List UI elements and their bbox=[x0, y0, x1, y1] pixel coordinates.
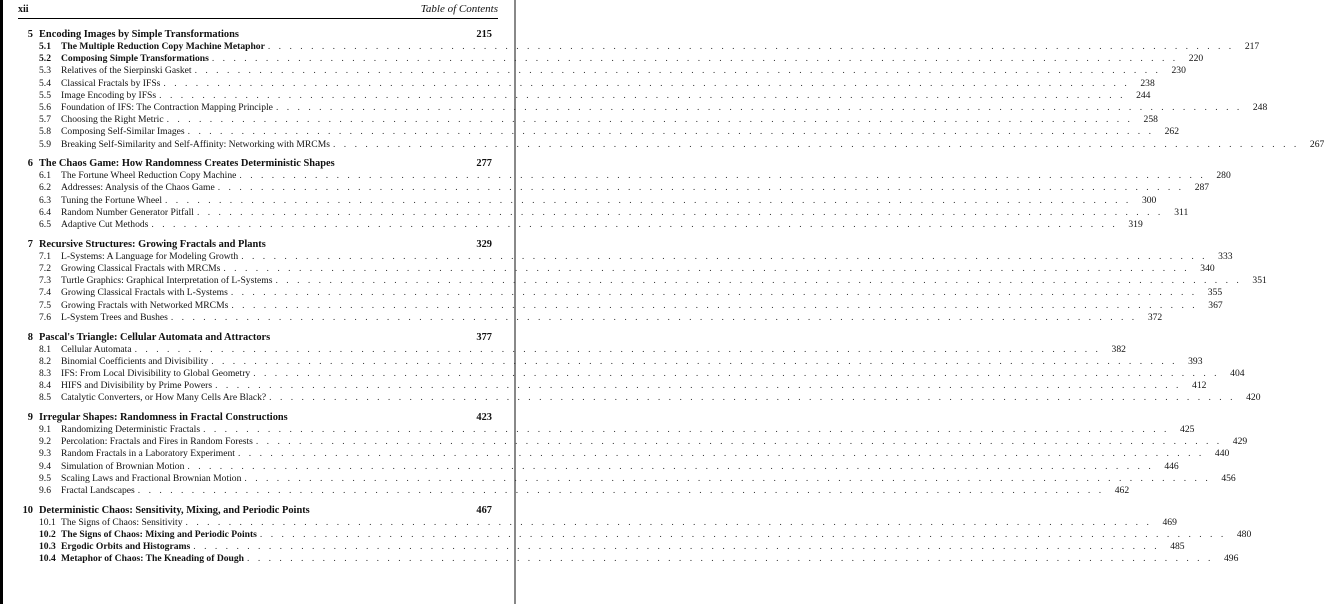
dot-leader bbox=[135, 344, 1101, 356]
dot-leader bbox=[171, 312, 1137, 324]
section-page: 382 bbox=[1111, 343, 1126, 355]
chapter-page: 467 bbox=[476, 504, 492, 516]
section-title: Catalytic Converters, or How Many Cells Are Black? bbox=[61, 392, 267, 404]
section-entry[interactable] bbox=[18, 101, 1268, 114]
left-border bbox=[0, 0, 3, 604]
section-title: Simulation of Brownian Motion bbox=[61, 460, 185, 472]
section-number: 9.2 bbox=[39, 436, 51, 448]
dot-leader bbox=[193, 541, 1159, 553]
section-entry[interactable] bbox=[18, 485, 1130, 497]
section-number: 10.4 bbox=[39, 553, 56, 565]
section-entry[interactable] bbox=[18, 170, 1231, 182]
section-title: Addresses: Analysis of the Chaos Game bbox=[61, 182, 215, 194]
dot-leader bbox=[269, 392, 1235, 404]
section-title: Metaphor of Chaos: The Kneading of Dough bbox=[61, 553, 245, 565]
section-page: 217 bbox=[1244, 41, 1260, 52]
section-entry[interactable] bbox=[18, 53, 1204, 65]
section-page: 393 bbox=[1188, 355, 1203, 367]
chapter-entry bbox=[18, 28, 1324, 151]
chapter-heading[interactable] bbox=[18, 157, 492, 170]
dot-leader bbox=[260, 529, 1226, 541]
dot-leader bbox=[238, 448, 1204, 460]
section-entry[interactable] bbox=[18, 206, 1189, 219]
section-entry[interactable] bbox=[18, 516, 1177, 529]
section-title: Randomizing Deterministic Fractals bbox=[61, 424, 201, 436]
section-entry[interactable] bbox=[18, 367, 1245, 380]
section-number: 6.3 bbox=[39, 194, 51, 206]
chapter-heading[interactable] bbox=[18, 331, 492, 344]
chapter-entry bbox=[18, 157, 1231, 231]
section-entry[interactable] bbox=[18, 65, 1186, 77]
section-title: Fractal Landscapes bbox=[61, 485, 135, 496]
section-title: Growing Fractals with Networked MRCMs bbox=[61, 299, 229, 311]
section-number: 10.3 bbox=[39, 541, 56, 553]
section-entry[interactable] bbox=[18, 77, 1155, 90]
dot-leader bbox=[276, 102, 1242, 114]
section-number: 9.3 bbox=[39, 448, 51, 460]
dot-leader bbox=[138, 485, 1104, 497]
section-page: 456 bbox=[1221, 472, 1236, 484]
dot-leader bbox=[275, 275, 1241, 287]
section-entry[interactable] bbox=[18, 436, 1248, 448]
chapter-number: 7 bbox=[27, 238, 33, 250]
page-number: xii bbox=[18, 4, 29, 15]
section-number: 5.2 bbox=[39, 53, 51, 65]
section-page: 496 bbox=[1223, 553, 1239, 565]
section-title: Foundation of IFS: The Contraction Mapping Principle bbox=[61, 101, 273, 113]
section-page: 311 bbox=[1174, 206, 1189, 218]
section-page: 351 bbox=[1252, 275, 1267, 287]
section-page: 248 bbox=[1252, 101, 1268, 113]
section-entry[interactable] bbox=[18, 126, 1179, 138]
section-page: 462 bbox=[1114, 485, 1130, 496]
section-number: 9.6 bbox=[39, 485, 51, 496]
section-number: 8.5 bbox=[39, 392, 51, 404]
section-page: 480 bbox=[1236, 528, 1252, 540]
dot-leader bbox=[159, 90, 1125, 102]
section-page: 372 bbox=[1147, 311, 1163, 323]
section-entry[interactable] bbox=[18, 219, 1143, 231]
section-page: 244 bbox=[1136, 89, 1151, 101]
section-number: 7.4 bbox=[39, 287, 51, 299]
section-title: Classical Fractals by IFSs bbox=[61, 77, 161, 89]
chapter-title: Deterministic Chaos: Sensitivity, Mixing, and Periodic Points bbox=[39, 504, 310, 516]
section-page: 220 bbox=[1188, 53, 1204, 65]
header-rule bbox=[18, 18, 498, 19]
section-entry[interactable] bbox=[18, 89, 1151, 102]
section-title: Choosing the Right Metric bbox=[61, 114, 164, 126]
dot-leader bbox=[247, 553, 1213, 565]
section-number: 8.2 bbox=[39, 355, 51, 367]
section-title: Turtle Graphics: Graphical Interpretation of L-Systems bbox=[61, 275, 273, 287]
section-number: 5.3 bbox=[39, 65, 51, 77]
dot-leader bbox=[239, 170, 1205, 182]
section-entry[interactable] bbox=[18, 528, 1252, 541]
section-number: 5.1 bbox=[39, 41, 51, 52]
section-title: Composing Simple Transformations bbox=[61, 53, 209, 65]
section-title: Image Encoding by IFSs bbox=[61, 89, 157, 101]
section-number: 6.2 bbox=[39, 182, 51, 194]
running-title: Table of Contents bbox=[420, 3, 498, 15]
section-title: Adaptive Cut Methods bbox=[61, 219, 149, 231]
section-entry[interactable] bbox=[18, 114, 1158, 126]
section-entry[interactable] bbox=[18, 299, 1223, 312]
section-title: IFS: From Local Divisibility to Global Geometry bbox=[61, 367, 251, 379]
section-number: 10.1 bbox=[39, 516, 56, 528]
chapter-page: 329 bbox=[476, 238, 492, 250]
chapter-number: 8 bbox=[27, 331, 33, 343]
chapter-page: 377 bbox=[476, 331, 492, 343]
section-title: Binomial Coefficients and Divisibility bbox=[61, 355, 209, 367]
section-page: 238 bbox=[1140, 77, 1155, 89]
section-number: 9.1 bbox=[39, 424, 51, 436]
section-title: L-Systems: A Language for Modeling Growth bbox=[61, 250, 239, 262]
dot-leader bbox=[165, 195, 1131, 207]
section-number: 7.3 bbox=[39, 275, 51, 287]
section-title: The Multiple Reduction Copy Machine Metaphor bbox=[61, 41, 265, 52]
dot-leader bbox=[195, 65, 1161, 77]
section-title: Percolation: Fractals and Fires in Random Forests bbox=[61, 436, 253, 448]
section-title: The Signs of Chaos: Mixing and Periodic Points bbox=[61, 528, 257, 540]
section-entry[interactable] bbox=[18, 250, 1233, 263]
section-title: Composing Self-Similar Images bbox=[61, 126, 185, 138]
chapter-title: Pascal's Triangle: Cellular Automata and Attractors bbox=[39, 331, 271, 343]
chapter-number: 10 bbox=[22, 504, 33, 516]
section-number: 7.2 bbox=[39, 263, 51, 274]
section-entry[interactable] bbox=[18, 41, 1260, 53]
section-title: The Fortune Wheel Reduction Copy Machine bbox=[61, 170, 237, 182]
chapter-page: 423 bbox=[476, 412, 492, 424]
section-entry[interactable] bbox=[18, 424, 1195, 436]
section-number: 6.1 bbox=[39, 170, 51, 182]
section-page: 404 bbox=[1230, 367, 1245, 379]
dot-leader bbox=[268, 41, 1234, 53]
section-page: 340 bbox=[1200, 263, 1215, 274]
section-entry[interactable] bbox=[18, 380, 1207, 392]
section-page: 333 bbox=[1218, 250, 1233, 262]
section-entry[interactable] bbox=[18, 448, 1230, 460]
section-entry[interactable] bbox=[18, 472, 1236, 485]
dot-leader bbox=[212, 53, 1178, 65]
dot-leader bbox=[244, 473, 1210, 485]
section-page: 367 bbox=[1208, 299, 1223, 311]
section-number: 5.4 bbox=[39, 77, 51, 89]
section-entry[interactable] bbox=[18, 275, 1267, 287]
chapter-page: 215 bbox=[476, 29, 492, 40]
section-entry[interactable] bbox=[18, 138, 1324, 151]
section-number: 6.4 bbox=[39, 206, 51, 218]
section-entry[interactable] bbox=[18, 553, 1239, 565]
section-title: Breaking Self-Similarity and Self-Affinity: Networking with MRCMs bbox=[61, 138, 330, 150]
section-title: Tuning the Fortune Wheel bbox=[61, 194, 162, 206]
dot-leader bbox=[215, 380, 1181, 392]
dot-leader bbox=[167, 114, 1133, 126]
section-number: 5.5 bbox=[39, 89, 51, 101]
section-entry[interactable] bbox=[18, 355, 1203, 368]
section-entry[interactable] bbox=[18, 311, 1163, 324]
section-title: Growing Classical Fractals with MRCMs bbox=[61, 263, 221, 274]
section-entry[interactable] bbox=[18, 182, 1210, 194]
section-title: Cellular Automata bbox=[61, 343, 132, 355]
section-page: 425 bbox=[1180, 424, 1195, 436]
chapter-entry bbox=[18, 331, 1261, 405]
section-page: 420 bbox=[1246, 392, 1261, 404]
section-number: 6.5 bbox=[39, 219, 51, 231]
dot-leader bbox=[187, 461, 1153, 473]
chapter-title: The Chaos Game: How Randomness Creates Deterministic Shapes bbox=[39, 158, 335, 170]
section-entry[interactable] bbox=[18, 263, 1215, 275]
section-entry[interactable] bbox=[18, 460, 1179, 473]
section-entry[interactable] bbox=[18, 343, 1126, 356]
section-title: Random Fractals in a Laboratory Experiment bbox=[61, 448, 235, 460]
section-entry[interactable] bbox=[18, 287, 1223, 299]
chapter-number: 5 bbox=[27, 29, 33, 40]
section-number: 8.3 bbox=[39, 367, 51, 379]
section-entry[interactable] bbox=[18, 541, 1185, 553]
chapter-entry bbox=[18, 411, 1248, 497]
section-number: 5.8 bbox=[39, 126, 51, 138]
section-title: HIFS and Divisibility by Prime Powers bbox=[61, 380, 213, 392]
section-number: 5.6 bbox=[39, 101, 51, 113]
dot-leader bbox=[186, 517, 1152, 529]
section-page: 446 bbox=[1164, 460, 1179, 472]
section-number: 5.7 bbox=[39, 114, 51, 126]
section-title: Scaling Laws and Fractional Brownian Motion bbox=[61, 472, 242, 484]
section-number: 8.4 bbox=[39, 380, 51, 392]
chapter-heading[interactable] bbox=[18, 411, 492, 424]
dot-leader bbox=[231, 287, 1197, 299]
section-title: Random Number Generator Pitfall bbox=[61, 206, 194, 218]
section-title: Ergodic Orbits and Histograms bbox=[61, 541, 191, 553]
dot-leader bbox=[197, 207, 1163, 219]
section-page: 412 bbox=[1192, 380, 1207, 392]
section-page: 267 bbox=[1309, 138, 1324, 150]
chapter-number: 9 bbox=[27, 412, 33, 424]
chapter-title: Irregular Shapes: Randomness in Fractal Constructions bbox=[39, 412, 288, 424]
section-page: 355 bbox=[1207, 287, 1223, 299]
section-page: 319 bbox=[1128, 219, 1143, 231]
section-page: 262 bbox=[1164, 126, 1179, 138]
dot-leader bbox=[333, 139, 1299, 151]
section-page: 280 bbox=[1216, 170, 1231, 182]
section-entry[interactable] bbox=[18, 194, 1157, 207]
section-title: Growing Classical Fractals with L-Systems bbox=[61, 287, 228, 299]
chapter-heading[interactable] bbox=[18, 238, 492, 251]
table-of-contents bbox=[18, 28, 1324, 572]
section-number: 7.5 bbox=[39, 299, 51, 311]
chapter-number: 6 bbox=[27, 158, 33, 170]
chapter-title: Recursive Structures: Growing Fractals and Plants bbox=[39, 238, 266, 250]
dot-leader bbox=[253, 368, 1219, 380]
dot-leader bbox=[218, 182, 1184, 194]
section-page: 469 bbox=[1162, 516, 1177, 528]
section-page: 429 bbox=[1232, 436, 1248, 448]
section-entry[interactable] bbox=[18, 392, 1261, 404]
dot-leader bbox=[203, 424, 1169, 436]
dot-leader bbox=[231, 300, 1197, 312]
dot-leader bbox=[188, 126, 1154, 138]
section-title: Relatives of the Sierpinski Gasket bbox=[61, 65, 192, 77]
running-header bbox=[18, 3, 498, 17]
dot-leader bbox=[256, 436, 1222, 448]
dot-leader bbox=[151, 219, 1117, 231]
section-page: 440 bbox=[1214, 448, 1230, 460]
section-number: 8.1 bbox=[39, 343, 51, 355]
section-number: 9.4 bbox=[39, 460, 51, 472]
section-number: 7.1 bbox=[39, 250, 51, 262]
section-title: The Signs of Chaos: Sensitivity bbox=[61, 516, 183, 528]
chapter-entry bbox=[18, 238, 1267, 324]
section-page: 485 bbox=[1170, 541, 1185, 553]
dot-leader bbox=[223, 263, 1189, 275]
section-number: 7.6 bbox=[39, 311, 51, 323]
section-page: 300 bbox=[1141, 194, 1157, 206]
section-page: 230 bbox=[1171, 65, 1186, 77]
chapter-entry bbox=[18, 504, 1252, 566]
chapter-page: 277 bbox=[476, 158, 492, 170]
section-title: L-System Trees and Bushes bbox=[61, 311, 168, 323]
section-number: 9.5 bbox=[39, 472, 51, 484]
chapter-title: Encoding Images by Simple Transformations bbox=[39, 29, 239, 40]
dot-leader bbox=[211, 356, 1177, 368]
dot-leader bbox=[241, 251, 1207, 263]
section-number: 5.9 bbox=[39, 138, 51, 150]
section-number: 10.2 bbox=[39, 528, 56, 540]
section-page: 258 bbox=[1143, 114, 1158, 126]
dot-leader bbox=[163, 78, 1129, 90]
chapter-heading[interactable] bbox=[18, 28, 492, 41]
section-page: 287 bbox=[1194, 182, 1210, 194]
chapter-heading[interactable] bbox=[18, 504, 492, 517]
